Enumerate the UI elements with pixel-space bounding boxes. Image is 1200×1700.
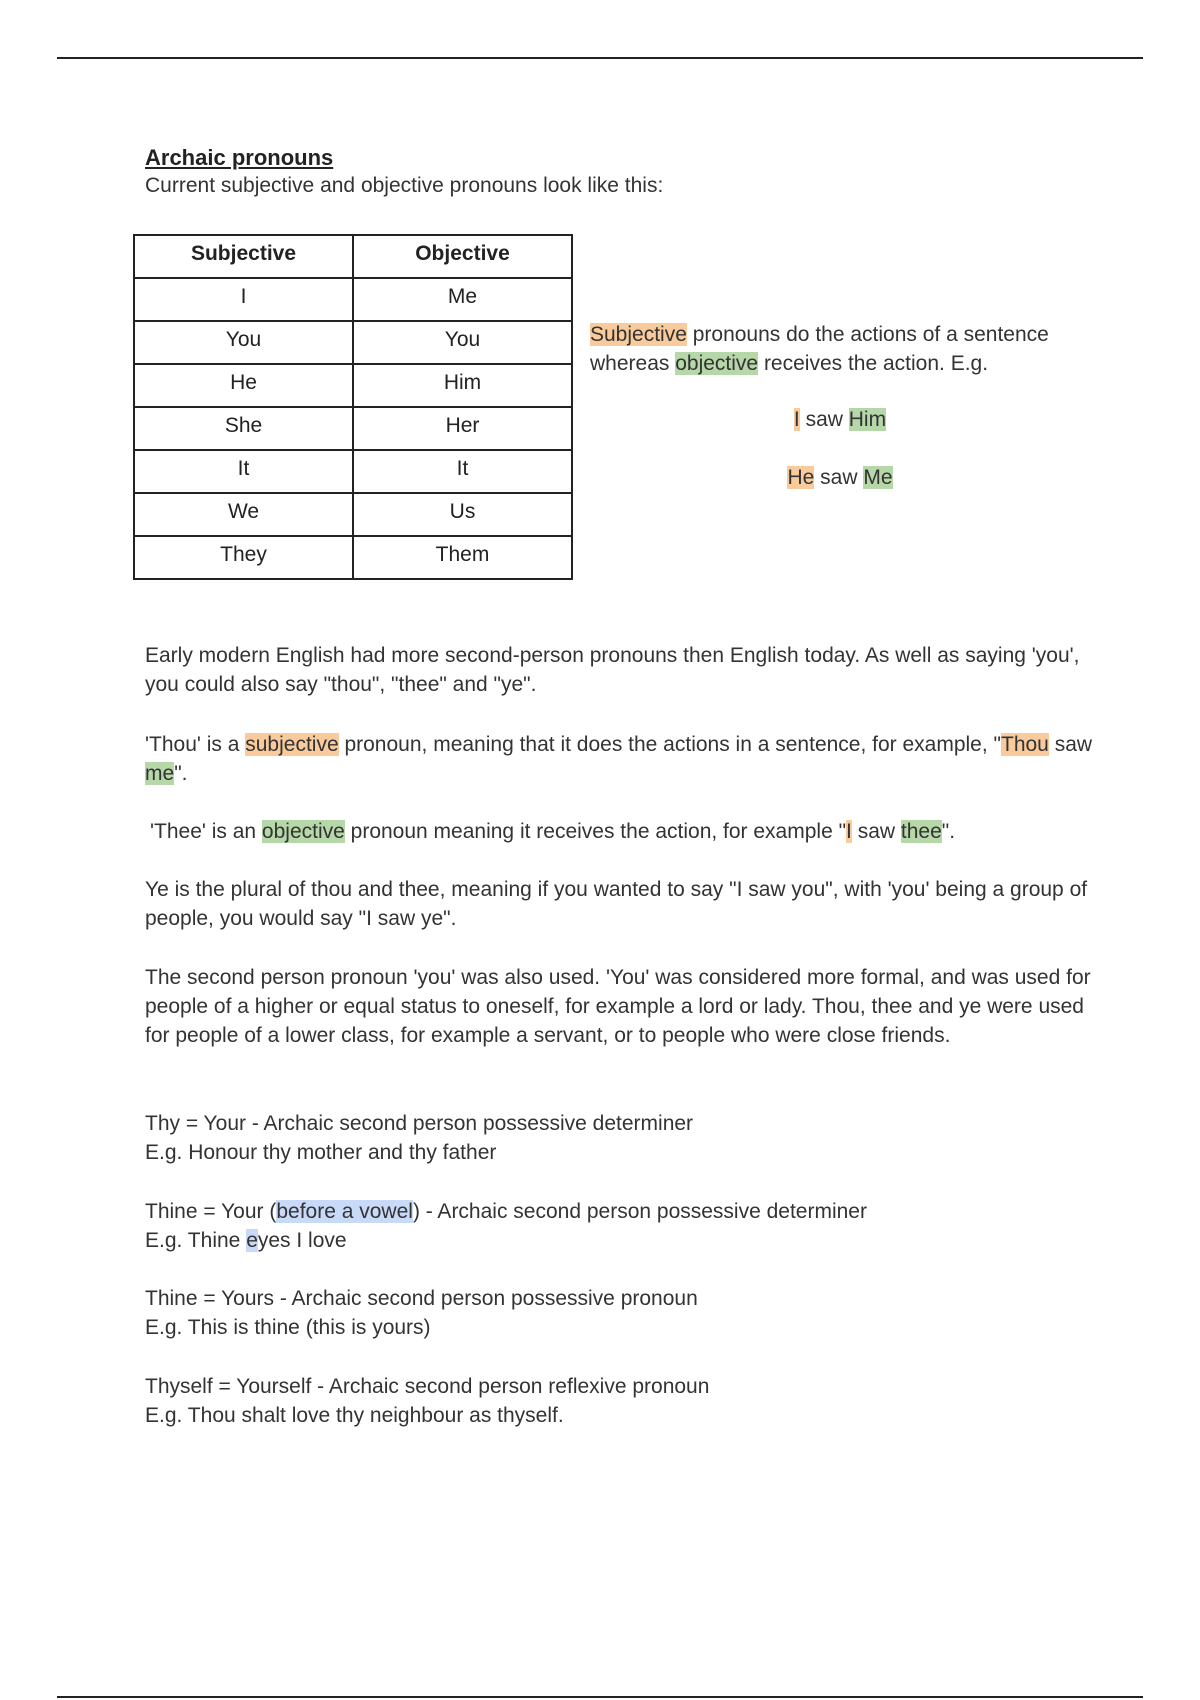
bottom-rule <box>57 1696 1143 1698</box>
example-line: E.g. Thou shalt love thy neighbour as thyself. <box>145 1404 564 1427</box>
table-row <box>134 364 572 407</box>
example-verb: saw <box>799 408 849 431</box>
paragraph-text: ". <box>174 762 188 785</box>
definition-line: Thyself = Yourself - Archaic second person reflexive pronoun <box>145 1375 710 1398</box>
definition-thy <box>145 1109 1095 1167</box>
table-row <box>134 493 572 536</box>
definition-line: Thine = Your ( <box>145 1200 277 1223</box>
paragraph-text: 'Thee' is an <box>150 820 262 843</box>
paragraph-text: saw <box>1048 733 1093 756</box>
paragraph-text: pronoun meaning it receives the action, for example " <box>344 820 847 843</box>
thou-highlight: Thou <box>1001 733 1049 756</box>
example-object: Me <box>863 466 893 489</box>
subjective-cell: We <box>134 493 353 536</box>
definition-thine-determiner <box>145 1197 1095 1255</box>
example-line: E.g. Thine <box>145 1229 247 1252</box>
paragraph-early-modern: Early modern English had more second-person pronouns then English today. As well as saying 'you', you could also say "thou", "thee" and "ye". <box>145 644 1080 696</box>
subjective-cell: He <box>134 364 353 407</box>
i-highlight: I <box>846 820 852 843</box>
example-line: E.g. This is thine (this is yours) <box>145 1316 431 1339</box>
table-row <box>134 321 572 364</box>
side-note-text: receives the action. E.g. <box>758 352 989 375</box>
side-note <box>590 320 1110 378</box>
table-row <box>134 536 572 579</box>
intro-text: Current subjective and objective pronouns look like this: <box>145 174 664 197</box>
top-rule <box>57 57 1143 59</box>
objective-cell: It <box>353 450 572 493</box>
subjective-cell: It <box>134 450 353 493</box>
subjective-highlight: Subjective <box>590 323 687 346</box>
objective-highlight: objective <box>261 820 345 843</box>
table-row <box>134 278 572 321</box>
example-subject: I <box>793 408 800 431</box>
definition-thine-pronoun <box>145 1284 1095 1342</box>
paragraph-text: saw <box>851 820 901 843</box>
paragraph-text: pronoun, meaning that it does the actions in a sentence, for example, " <box>338 733 1001 756</box>
table-header-row <box>134 235 572 278</box>
me-highlight: me <box>145 762 175 785</box>
subjective-cell: They <box>134 536 353 579</box>
example-object: Him <box>848 408 887 431</box>
subjective-highlight: subjective <box>245 733 339 756</box>
example-sentence <box>700 466 980 490</box>
column-header-objective: Objective <box>353 235 572 278</box>
objective-cell: Her <box>353 407 572 450</box>
example-subject: He <box>787 466 815 489</box>
example-line: yes I love <box>257 1229 347 1252</box>
objective-cell: Him <box>353 364 572 407</box>
subjective-cell: She <box>134 407 353 450</box>
table-row <box>134 407 572 450</box>
paragraph-thee <box>150 817 1100 846</box>
subjective-cell: I <box>134 278 353 321</box>
paragraph-formal-you: The second person pronoun 'you' was also used. 'You' was considered more formal, and was used for people of a higher or equal status to oneself, for example a lord or lady. Thou, thee and ye were used for people of a lower class, for example a servant, or to people who were close friends. <box>145 966 1091 1047</box>
objective-cell: Us <box>353 493 572 536</box>
objective-highlight: objective <box>675 352 759 375</box>
paragraph-thou <box>145 730 1095 788</box>
example-sentence <box>700 408 980 432</box>
definition-thyself <box>145 1372 1095 1430</box>
side-note-text: pronouns do the actions of a sentence whereas <box>590 323 1049 375</box>
vowel-e-highlight: e <box>246 1229 258 1252</box>
example-line: E.g. Honour thy mother and thy father <box>145 1141 497 1164</box>
pronoun-table <box>133 234 573 580</box>
paragraph-text: 'Thou' is a <box>145 733 246 756</box>
definition-line: Thy = Your - Archaic second person possessive determiner <box>145 1112 694 1135</box>
paragraph-text: ". <box>941 820 956 843</box>
subjective-cell: You <box>134 321 353 364</box>
objective-cell: Me <box>353 278 572 321</box>
table-row <box>134 450 572 493</box>
example-verb: saw <box>814 466 864 489</box>
objective-cell: Them <box>353 536 572 579</box>
objective-cell: You <box>353 321 572 364</box>
thee-highlight: thee <box>900 820 942 843</box>
definition-line: ) - Archaic second person possessive determiner <box>412 1200 867 1223</box>
paragraph-ye: Ye is the plural of thou and thee, meaning if you wanted to say "I saw you", with 'you' being a group of people, you would say "I saw ye". <box>145 878 1088 930</box>
column-header-subjective: Subjective <box>134 235 353 278</box>
definition-line: Thine = Yours - Archaic second person possessive pronoun <box>145 1287 698 1310</box>
vowel-highlight: before a vowel <box>276 1200 413 1223</box>
page-title: Archaic pronouns <box>145 145 334 170</box>
